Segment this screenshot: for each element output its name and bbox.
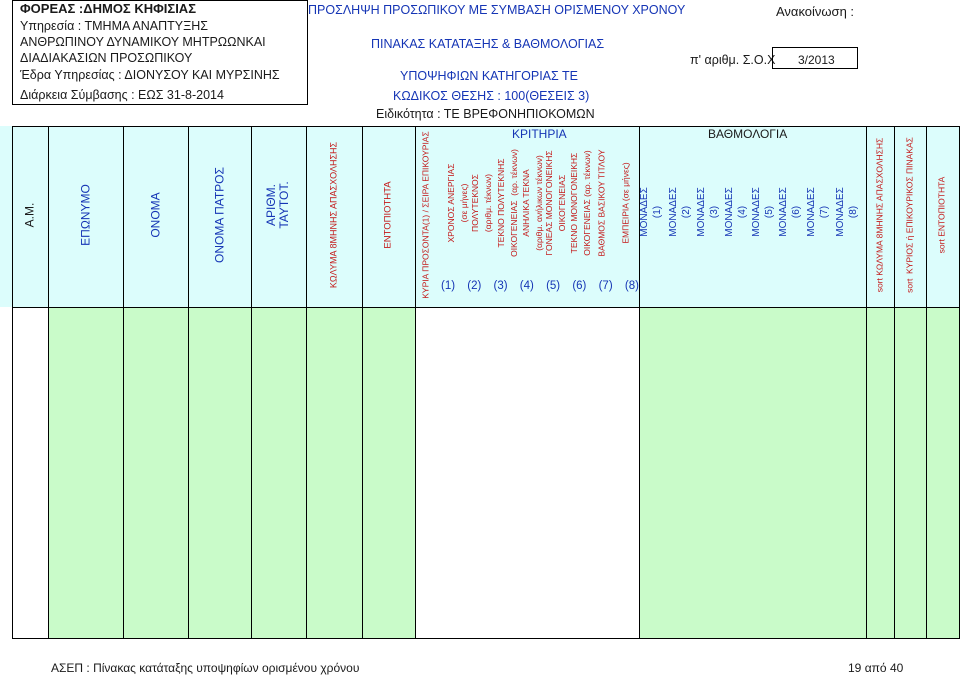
crit-num-1: (1) <box>441 280 456 292</box>
page-total: 40 <box>889 661 904 675</box>
crit-num-6: (6) <box>572 280 587 292</box>
criteria-group-label: ΚΡΙΤΗΡΙΑ <box>512 127 567 141</box>
col-crit2: ΠΟΛΥΤΕΚΝΟΣ (αριθμ. τέκνων) <box>470 173 493 233</box>
col-crit5: ΓΟΝΕΑΣ ΜΟΝΟΓΟΝΕΙΚΗΣ ΟΙΚΟΓΕΝΕΙΑΣ <box>544 150 567 256</box>
col-father: ΟΝΟΜΑ ΠΑΤΡΟΣ <box>212 167 227 263</box>
service-line-2: ΑΝΘΡΩΠΙΝΟΥ ΔΥΝΑΜΙΚΟΥ ΜΗΤΡΩΩΝΚΑΙ <box>20 35 266 49</box>
col-crit6: ΤΕΚΝΟ ΜΟΝΟΓΟΝΕΙΚΗΣ ΟΙΚΟΓΕΝΕΙΑΣ (αρ. τέκνων) <box>569 150 592 256</box>
service-line-3: ΔΙΑΔΙΑΚΑΣΙΩΝ ΠΡΟΣΩΠΙΚΟΥ <box>20 51 193 65</box>
col-main-qual: ΚΥΡΙΑ ΠΡΟΣΟΝΤΑ(1) / ΣΕΙΡΑ ΕΠΙΚΟΥΡΙΑΣ <box>420 131 431 299</box>
page-separator: από <box>864 661 887 675</box>
col-score5: ΜΟΝΑΔΕΣ (5) <box>751 187 775 237</box>
scoring-group-label: ΒΑΘΜΟΛΟΓΙΑ <box>708 127 788 141</box>
col-sort-obstacle[interactable]: sort ΚΩΛΥΜΑ 8ΜΗΝΗΣ ΑΠΑΣΧΟΛΗΣΗΣ <box>874 137 885 293</box>
criteria-numbers <box>441 280 639 292</box>
page-number: 19 <box>848 661 862 675</box>
ref-value: 3/2013 <box>798 53 835 67</box>
footer-pagination <box>848 661 903 675</box>
col-surname: ΕΠΩΝΥΜΟ <box>78 184 93 246</box>
ref-label: π' αριθμ. Σ.Ο.Χ <box>690 53 776 67</box>
seat-label: Έδρα Υπηρεσίας : ΔΙΟΝΥΣΟΥ ΚΑΙ ΜΥΡΣΙΝΗΣ <box>20 68 280 82</box>
col-score7: ΜΟΝΑΔΕΣ (7) <box>806 187 830 237</box>
announcement-label: Ανακοίνωση : <box>776 4 855 19</box>
col-sort-locality[interactable]: sort ΕΝΤΟΠΙΟΤΗΤΑ <box>936 176 947 254</box>
crit-num-7: (7) <box>598 280 613 292</box>
duration-underline <box>12 104 308 105</box>
duration-label: Διάρκεια Σύμβασης : ΕΩΣ 31-8-2014 <box>20 88 224 102</box>
ref-box <box>772 47 858 69</box>
table-title: ΠΙΝΑΚΑΣ ΚΑΤΑΤΑΞΗΣ & ΒΑΘΜΟΛΟΓΙΑΣ <box>371 37 605 51</box>
col-obstacle: ΚΩΛΥΜΑ 8ΜΗΝΗΣ ΑΠΑΣΧΟΛΗΣΗΣ <box>328 141 339 289</box>
body-white-left <box>12 307 48 638</box>
col-score2: ΜΟΝΑΔΕΣ (2) <box>668 187 692 237</box>
col-crit3: ΤΕΚΝΟ ΠΟΛΥΤΕΚΝΗΣ ΟΙΚΟΓΕΝΕΙΑΣ (αρ. τέκνων) <box>496 149 519 257</box>
code-title: ΚΩΔΙΚΟΣ ΘΕΣΗΣ : 100(ΘΕΣΕΙΣ 3) <box>393 89 590 103</box>
col-sort-main[interactable]: sort ΚΥΡΙΟΣ ή ΕΠΙΚΟΥΡΙΚΟΣ ΠΙΝΑΚΑΣ <box>904 137 915 293</box>
body-white-mid <box>415 307 639 638</box>
crit-num-4: (4) <box>519 280 534 292</box>
col-locality: ΕΝΤΟΠΙΟΤΗΤΑ <box>382 181 394 249</box>
col-score4: ΜΟΝΑΔΕΣ (4) <box>724 187 748 237</box>
specialty-title: Ειδικότητα : ΤΕ ΒΡΕΦΟΝΗΠΙΟΚΟΜΩΝ <box>376 107 595 121</box>
col-score1: ΜΟΝΑΔΕΣ (1) <box>639 187 663 237</box>
crit-num-8: (8) <box>624 280 639 292</box>
col-name: ΟΝΟΜΑ <box>148 192 163 238</box>
crit-num-2: (2) <box>467 280 482 292</box>
category-title: ΥΠΟΨΗΦΙΩΝ ΚΑΤΗΓΟΡΙΑΣ ΤΕ <box>400 69 578 83</box>
service-line-1: Υπηρεσία : ΤΜΗΜΑ ΑΝΑΠΤΥΞΗΣ <box>20 19 209 33</box>
col-crit7: ΒΑΘΜΟΣ ΒΑΣΙΚΟΥ ΤΙΤΛΟΥ <box>596 149 607 257</box>
col-score8: ΜΟΝΑΔΕΣ (8) <box>835 187 859 237</box>
crit-num-3: (3) <box>493 280 508 292</box>
col-score3: ΜΟΝΑΔΕΣ (3) <box>696 187 720 237</box>
col-crit4: ΑΝΗΛΙΚΑ ΤΕΚΝΑ (αριθμ. ανήλικων τέκνων) <box>521 155 544 251</box>
crit-num-5: (5) <box>546 280 561 292</box>
col-score6: ΜΟΝΑΔΕΣ (6) <box>778 187 802 237</box>
col-crit1: ΧΡΟΝΟΣ ΑΝΕΡΓΙΑΣ (σε μήνες) <box>446 163 469 243</box>
footer-caption: ΑΣΕΠ : Πίνακας κατάταξης υποψηφίων ορισμένου χρόνου <box>51 661 360 675</box>
col-crit8: ΕΜΠΕΙΡΙΑ (σε μήνες) <box>620 162 631 244</box>
col-am: Α.Μ. <box>22 202 37 228</box>
col-id: ΑΡΙΘΜ. ΤΑΥΤΟΤ. <box>264 181 291 229</box>
agency-label: ΦΟΡΕΑΣ :ΔΗΜΟΣ ΚΗΦΙΣΙΑΣ <box>20 1 197 16</box>
main-title: ΠΡΟΣΛΗΨΗ ΠΡΟΣΩΠΙΚΟΥ ΜΕ ΣΥΜΒΑΣΗ ΟΡΙΣΜΕΝΟΥ ΧΡΟΝΟΥ <box>308 3 686 17</box>
